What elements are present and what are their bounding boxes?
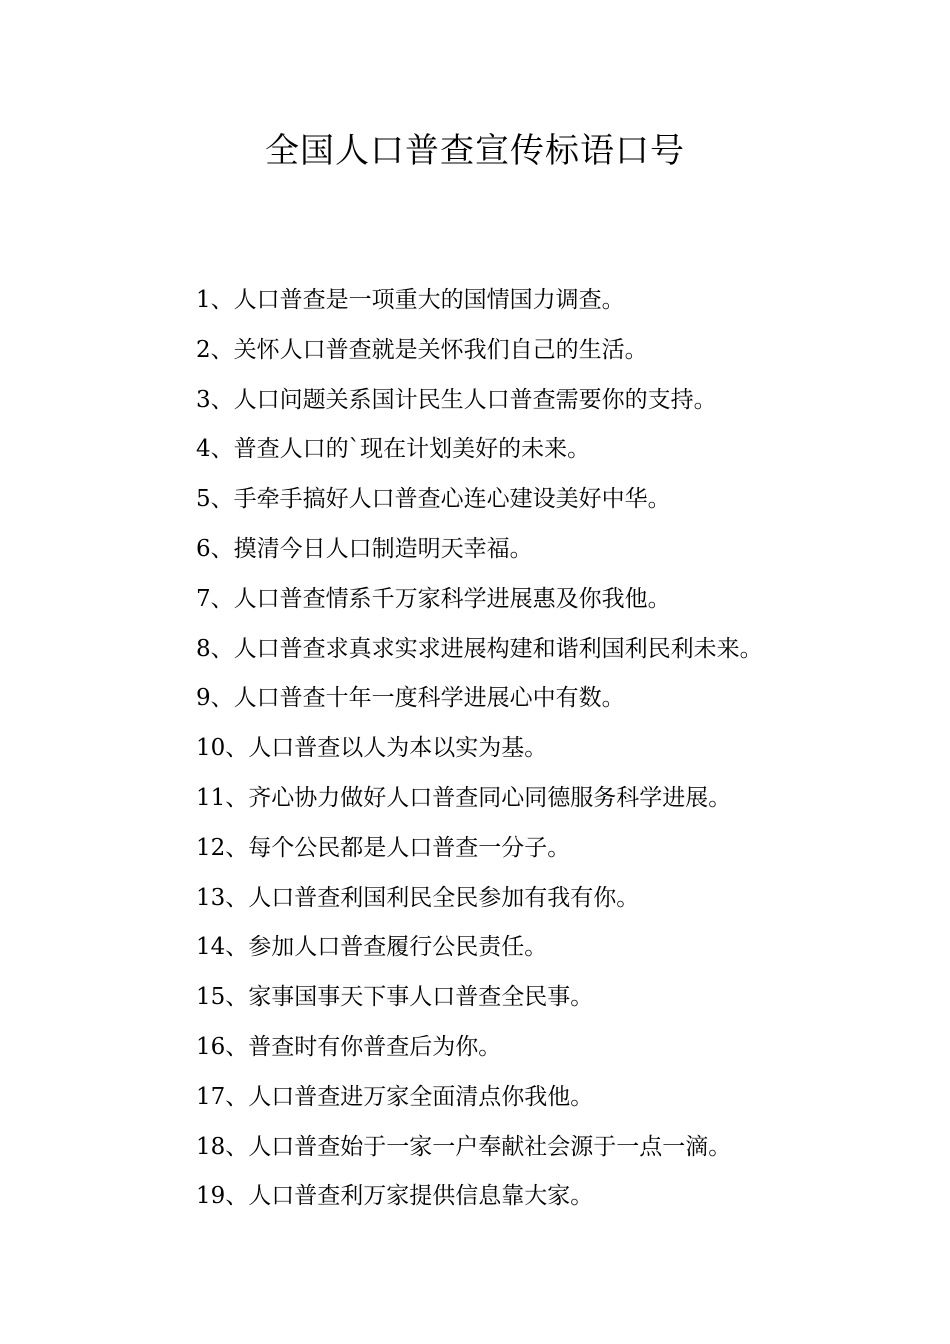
slogan-item: 1、人口普查是一项重大的国情国力调查。 (196, 287, 625, 313)
slogan-item: 10、人口普查以人为本以实为基。 (196, 735, 548, 762)
slogan-item: 7、人口普查情系千万家科学进展惠及你我他。 (196, 585, 671, 612)
slogan-list (196, 276, 916, 1222)
slogan-item: 14、参加人口普查履行公民责任。 (196, 934, 548, 961)
slogan-item: 3、人口问题关系国计民生人口普查需要你的支持。 (196, 386, 717, 413)
document-title: 全国人口普查宣传标语口号 (265, 131, 685, 171)
slogan-item: 6、摸清今日人口制造明天幸福。 (196, 535, 533, 562)
slogan-item: 4、普查人口的`现在计划美好的未来。 (196, 436, 591, 463)
slogan-item: 9、人口普查十年一度科学进展心中有数。 (196, 685, 625, 712)
slogan-item: 19、人口普查利万家提供信息靠大家。 (196, 1183, 594, 1210)
slogan-item: 16、普查时有你普查后为你。 (196, 1033, 502, 1060)
slogan-item: 11、齐心协力做好人口普查同心同德服务科学进展。 (196, 784, 732, 811)
slogan-item: 13、人口普查利国利民全民参加有我有你。 (196, 884, 640, 911)
slogan-item: 17、人口普查进万家全面清点你我他。 (196, 1083, 594, 1110)
slogan-item: 15、家事国事天下事人口普查全民事。 (196, 984, 594, 1011)
slogan-item: 2、关怀人口普查就是关怀我们自己的生活。 (196, 336, 648, 363)
slogan-item: 18、人口普查始于一家一户奉献社会源于一点一滴。 (196, 1133, 732, 1160)
slogan-item: 5、手牵手搞好人口普查心连心建设美好中华。 (196, 486, 671, 513)
slogan-item: 12、每个公民都是人口普查一分子。 (196, 834, 571, 861)
slogan-item: 8、人口普查求真求实求进展构建和谐利国利民利未来。 (196, 635, 763, 662)
